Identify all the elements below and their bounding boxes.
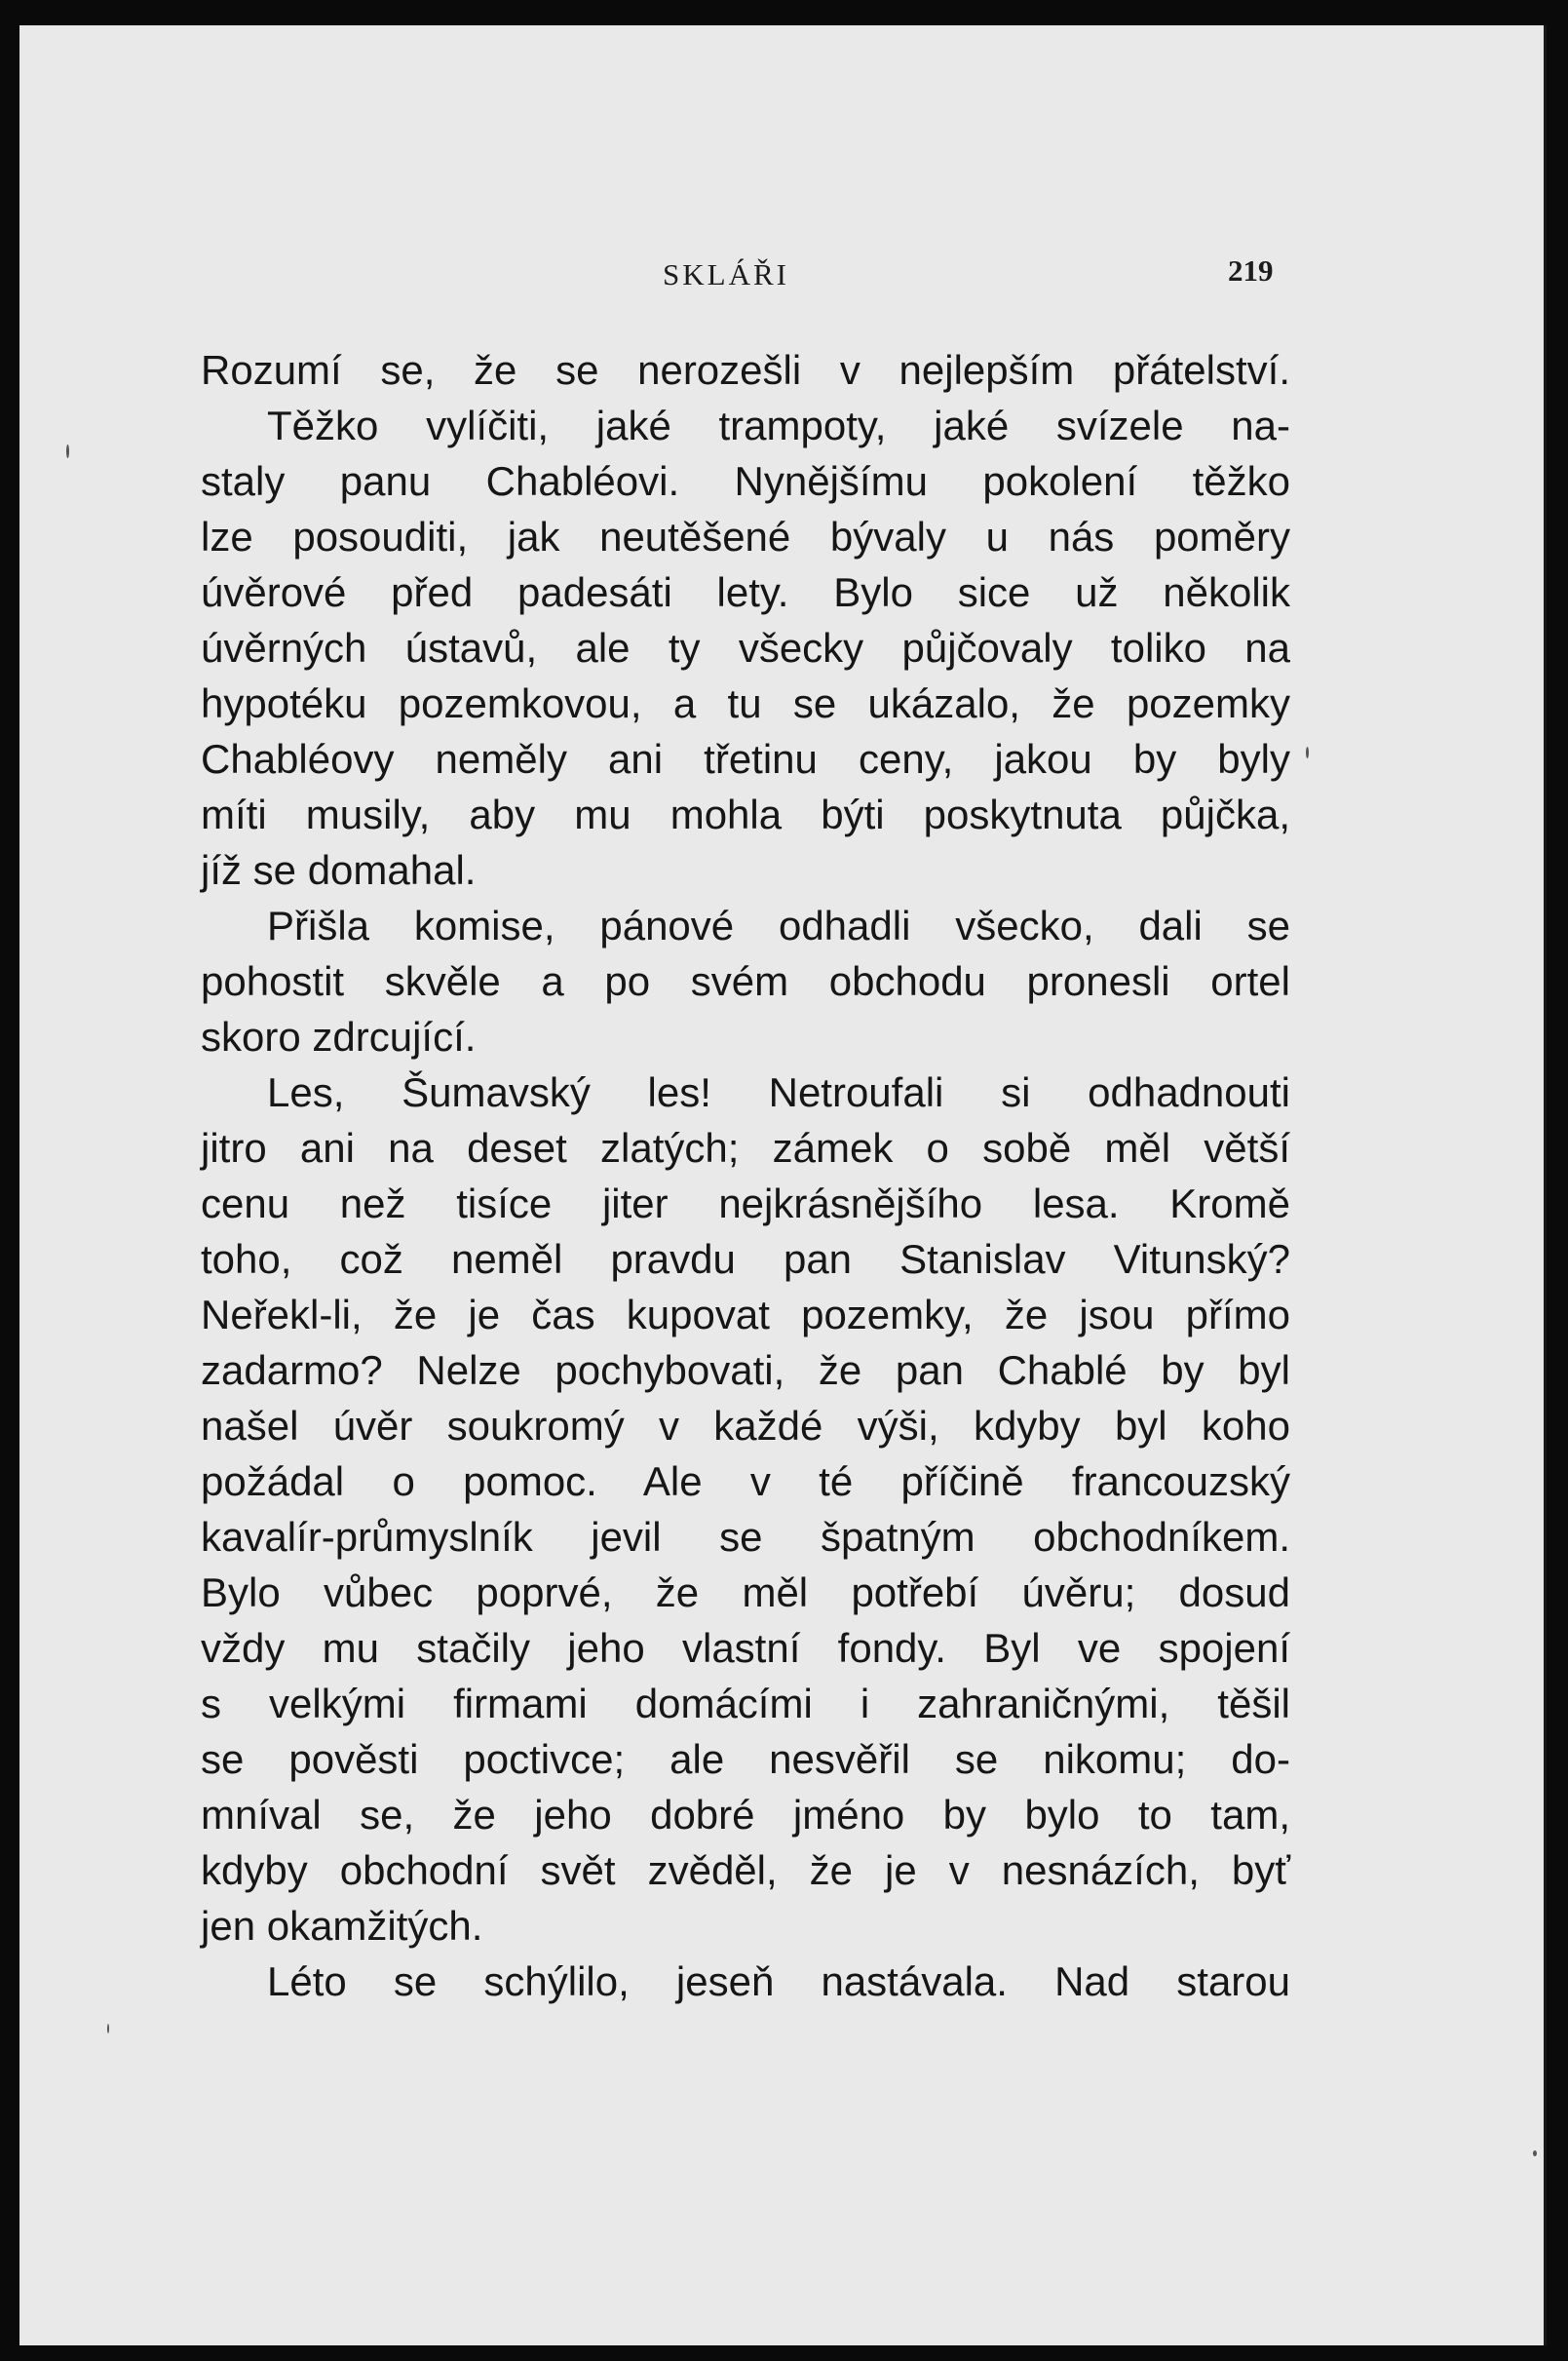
scan-speck xyxy=(1533,2150,1537,2156)
page-number: 219 xyxy=(1228,253,1274,288)
text-line: požádal o pomoc. Ale v té příčině francouzský xyxy=(201,1458,1290,1504)
text-line: úvěrných ústavů, ale ty všecky půjčovaly toliko na xyxy=(201,625,1290,671)
text-line: toho, což neměl pravdu pan Stanislav Vitunský? xyxy=(201,1236,1290,1282)
text-line: se pověsti poctivce; ale nesvěřil se nikomu; do- xyxy=(201,1736,1290,1782)
text-line: Chabléovy neměly ani třetinu ceny, jakou by byly xyxy=(201,736,1290,782)
text-line: kdyby obchodní svět zvěděl, že je v nesnázích, byť xyxy=(201,1847,1290,1893)
text-line: Přišla komise, pánové odhadli všecko, dali se xyxy=(267,903,1290,948)
book-page xyxy=(19,25,1547,2345)
text-line: Těžko vylíčiti, jaké trampoty, jaké svízele na- xyxy=(267,403,1290,448)
scan-speck xyxy=(1306,747,1309,758)
text-line: zadarmo? Nelze pochybovati, že pan Chablé by byl xyxy=(201,1347,1290,1393)
text-line: kavalír-průmyslník jevil se špatným obchodníkem. xyxy=(201,1514,1290,1560)
text-line: mníval se, že jeho dobré jméno by bylo to tam, xyxy=(201,1792,1290,1838)
text-line: s velkými firmami domácími i zahraničnými, těšil xyxy=(201,1681,1290,1726)
text-line: jitro ani na deset zlatých; zámek o sobě měl větší xyxy=(201,1125,1290,1171)
text-line: vždy mu stačily jeho vlastní fondy. Byl ve spojení xyxy=(201,1625,1290,1671)
text-line: Neřekl-li, že je čas kupovat pozemky, že jsou přímo xyxy=(201,1292,1290,1337)
text-line: Bylo vůbec poprvé, že měl potřebí úvěru; dosud xyxy=(201,1569,1290,1615)
text-line: našel úvěr soukromý v každé výši, kdyby byl koho xyxy=(201,1403,1290,1449)
scan-speck xyxy=(66,445,69,458)
text-line: staly panu Chabléovi. Nynějšímu pokolení těžko xyxy=(201,458,1290,504)
text-line: Léto se schýlilo, jeseň nastávala. Nad starou xyxy=(267,1958,1290,2004)
text-line: Rozumí se, že se nerozešli v nejlepším přátelství. xyxy=(201,347,1290,393)
text-line: pohostit skvěle a po svém obchodu pronesli ortel xyxy=(201,958,1290,1004)
text-line: jen okamžitých. xyxy=(201,1903,483,1949)
text-line: hypotéku pozemkovou, a tu se ukázalo, že pozemky xyxy=(201,680,1290,726)
text-line: cenu než tisíce jiter nejkrásnějšího lesa. Kromě xyxy=(201,1180,1290,1226)
running-head-title: SKLÁŘI xyxy=(663,257,789,291)
text-line: míti musily, aby mu mohla býti poskytnuta půjčka, xyxy=(201,792,1290,837)
text-line: jíž se domahal. xyxy=(201,847,477,893)
text-line: úvěrové před padesáti lety. Bylo sice už několik xyxy=(201,569,1290,615)
text-line: skoro zdrcující. xyxy=(201,1014,477,1060)
scan-speck xyxy=(107,2024,109,2033)
text-line: Les, Šumavský les! Netroufali si odhadnouti xyxy=(267,1069,1290,1115)
text-line: lze posouditi, jak neutěšené bývaly u nás poměry xyxy=(201,514,1290,560)
